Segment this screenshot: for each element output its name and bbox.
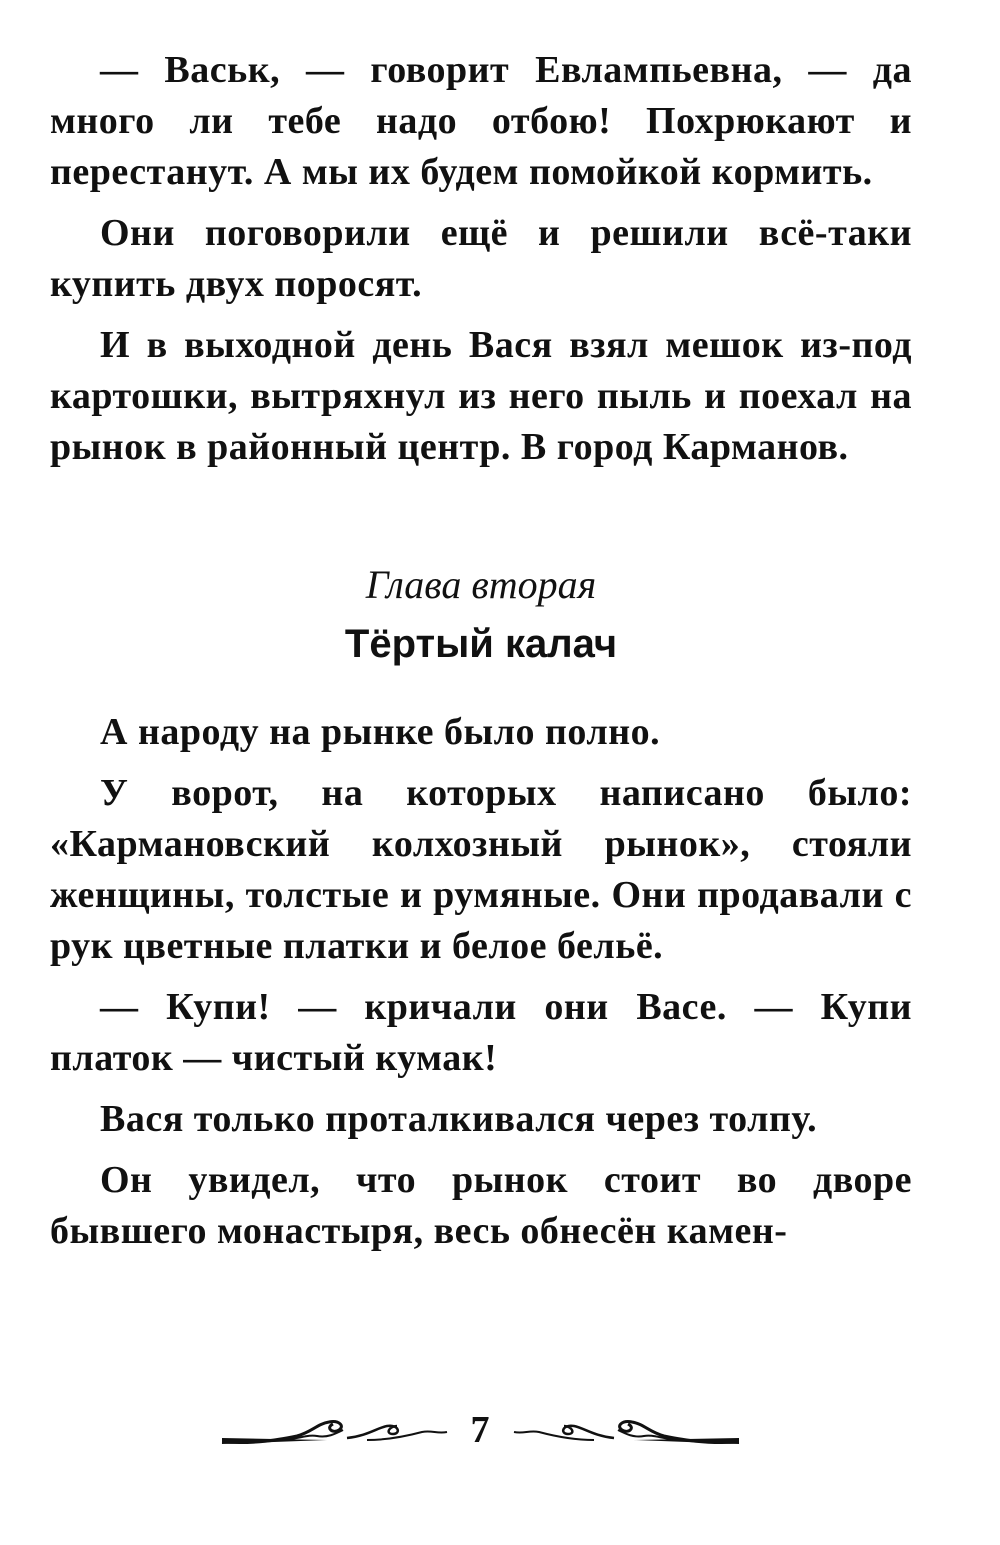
paragraph-crowd: А народу на рынке было полно. (100, 711, 661, 753)
book-page (50, 45, 912, 1267)
paragraph-monastery: Он увидел, что рынок стоит во дворе бывшего монастыря, весь обнесён камен- (50, 1159, 912, 1252)
page-number: 7 (470, 1409, 490, 1451)
chapter-label: Глава вторая (365, 562, 597, 607)
paragraph-vasya-pushes: Вася только проталкивался через толпу. (100, 1098, 818, 1140)
paragraph-gate-women: У ворот, на которых написано было: «Кармановский колхозный рынок», стояли женщины, толстые и румяные. Они продавали с рук цветные платки и белое бельё. (50, 772, 912, 967)
paragraph-buy-shouts: — Купи! — кричали они Васе. — Купи платок — чистый кумак! (50, 986, 912, 1079)
chapter-heading (50, 557, 912, 675)
flourish-ornament-left-icon (217, 1410, 457, 1450)
paragraph-decision: Они поговорили ещё и решили всё-таки купить двух поросят. (50, 212, 912, 305)
flourish-ornament-right-icon (504, 1410, 744, 1450)
paragraph-dialogue-evlampievna: — Васьк, — говорит Евлампьевна, — да много ли тебе надо отбою! Похрюкают и перестанут. А мы их будем помойкой кормить. (50, 49, 912, 193)
paragraph-trip-to-market: И в выходной день Вася взял мешок из-под картошки, вытряхнул из него пыль и поехал на рынок в районный центр. В город Карманов. (50, 324, 912, 468)
page-footer (200, 1405, 760, 1455)
chapter-title: Тёртый калач (344, 622, 618, 666)
